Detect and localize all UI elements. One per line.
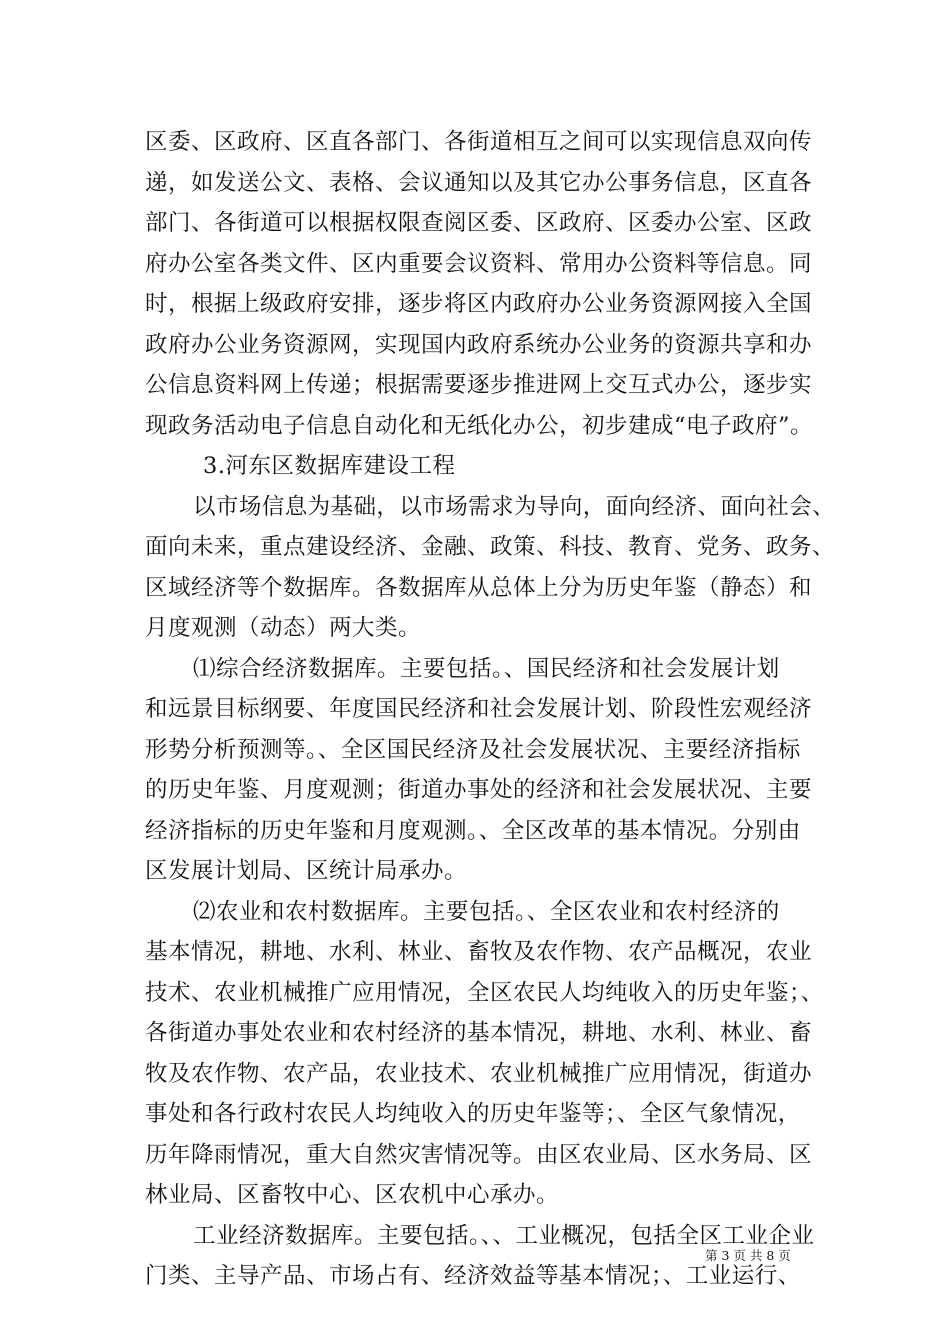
text-line: 林业局、区畜牧中心、区农机中心承办。 [145, 1182, 560, 1208]
text-line: 技术、农业机械推广应用情况，全区农民人均纯收入的历史年鉴；、 [145, 979, 824, 1006]
text-line: 和远景目标纲要、年度国民经济和社会发展计划、阶段性宏观经济 [145, 696, 813, 722]
text-line: 形势分析预测等。、全区国民经济及社会发展状况、主要经济指标 [145, 736, 801, 763]
text-line: 以市场信息为基础，以市场需求为导向，面向经济、面向社会、 [193, 493, 836, 520]
text-line: ⑵农业和农村数据库。主要包括。、全区农业和农村经济的 [193, 898, 780, 925]
text-line: 月度观测（动态）两大类。 [145, 615, 422, 641]
text-line: 公信息资料网上传递；根据需要逐步推进网上交互式办公，逐步实 [145, 372, 813, 398]
text-line: 各街道办事处农业和农村经济的基本情况，耕地、水利、林业、畜 [145, 1020, 813, 1046]
text-line: 递，如发送公文、表格、会议通知以及其它办公事务信息，区直各 [145, 169, 813, 196]
page-footer: 第 3 页 共 8 页 [705, 1248, 791, 1263]
text-line: 事处和各行政村农民人均纯收入的历史年鉴等；、全区气象情况， [145, 1101, 801, 1127]
text-line: 现政务活动电子信息自动化和无纸化办公，初步建成“电子政府”。 [145, 412, 814, 439]
text-line: 时，根据上级政府安排，逐步将区内政府办公业务资源网接入全国 [145, 291, 813, 317]
body-text [145, 122, 836, 1297]
text-line: 门类、主导产品、市场占有、经济效益等基本情况；、工业运行、 [145, 1263, 801, 1289]
section-heading: 3.河东区数据库建设工程 [203, 453, 456, 479]
text-line: 经济指标的历史年鉴和月度观测。、全区改革的基本情况。分别由 [145, 817, 801, 844]
text-line: 历年降雨情况，重大自然灾害情况等。由区农业局、区水务局、区 [145, 1141, 813, 1168]
text-line: 部门、各街道可以根据权限查阅区委、区政府、区委办公室、区政 [145, 210, 813, 236]
text-line: 工业经济数据库。主要包括。、、工业概况，包括全区工业企业 [193, 1222, 815, 1249]
text-line: 基本情况，耕地、水利、林业、畜牧及农作物、农产品概况，农业 [145, 939, 813, 965]
text-line: 牧及农作物、农产品，农业技术、农业机械推广应用情况，街道办 [145, 1060, 813, 1087]
text-line: 区委、区政府、区直各部门、各街道相互之间可以实现信息双向传 [145, 129, 813, 155]
text-line: 区域经济等个数据库。各数据库从总体上分为历史年鉴（静态）和 [145, 574, 813, 601]
text-line: 府办公室各类文件、区内重要会议资料、常用办公资料等信息。同 [145, 250, 813, 277]
text-line: 面向未来，重点建设经济、金融、政策、科技、教育、党务、政务、 [145, 534, 836, 560]
text-line: 区发展计划局、区统计局承办。 [145, 858, 468, 884]
text-line: ⑴综合经济数据库。主要包括。、国民经济和社会发展计划 [193, 655, 780, 682]
text-line: 的历史年鉴、月度观测；街道办事处的经济和社会发展状况、主要 [145, 777, 813, 803]
text-line: 政府办公业务资源网，实现国内政府系统办公业务的资源共享和办 [145, 331, 813, 358]
